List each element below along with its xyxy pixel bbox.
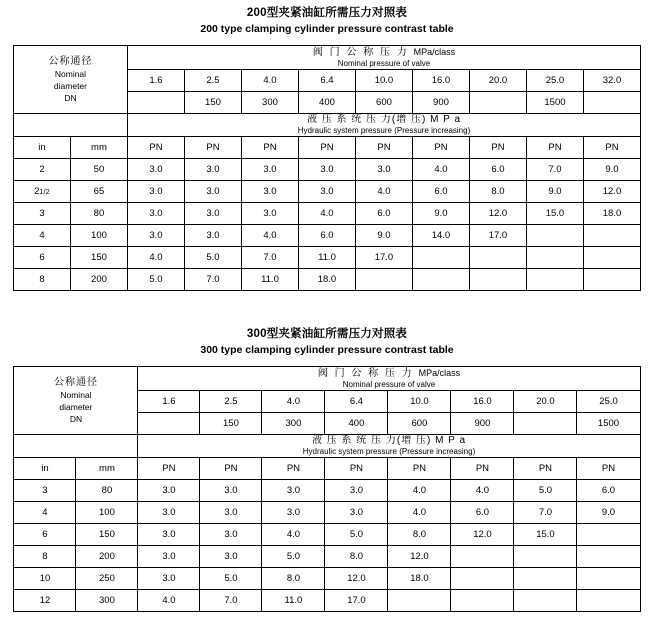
table-300-hydraulic-blank — [14, 435, 138, 458]
table-200-mpa-7: 25.0 — [526, 70, 583, 92]
table-300-r5-v1: 7.0 — [200, 590, 262, 612]
table-200-sub-1: mm — [70, 137, 127, 159]
table-300-r3-mm: 200 — [76, 546, 138, 568]
table-200-r1-v3: 3.0 — [298, 181, 355, 203]
table-200-r2-v2: 3.0 — [241, 203, 298, 225]
table-200-r3-v4: 9.0 — [355, 225, 412, 247]
table-300-r4-v1: 5.0 — [200, 568, 262, 590]
table-200-sub-5: PN — [298, 137, 355, 159]
table-300-mpa-4: 10.0 — [388, 391, 451, 413]
table-200-sub-9: PN — [526, 137, 583, 159]
table-300-r3-v3: 8.0 — [325, 546, 388, 568]
table-300-r5-v7 — [577, 590, 640, 612]
table-200-dn-header — [13, 46, 127, 114]
table-300-r0-v4: 4.0 — [388, 480, 451, 502]
table-200-mpa-4: 10.0 — [355, 70, 412, 92]
table-200-sub-3: PN — [184, 137, 241, 159]
table-300-r1-mm: 100 — [76, 502, 138, 524]
table-block-300 — [0, 327, 654, 612]
table-row — [14, 590, 640, 612]
table-row — [14, 480, 640, 502]
table-row — [14, 502, 640, 524]
table-200-r0-v7: 7.0 — [526, 159, 583, 181]
table-300-r4-mm: 250 — [76, 568, 138, 590]
table-300-class-2: 300 — [262, 413, 325, 435]
table-200-sub-0: in — [13, 137, 70, 159]
table-row — [14, 524, 640, 546]
table-200-r2-in: 3 — [13, 203, 70, 225]
table-300-r3-v6 — [514, 546, 577, 568]
table-200-r2-v5: 9.0 — [412, 203, 469, 225]
table-200-r3-v6: 17.0 — [469, 225, 526, 247]
table-200-r1-v7: 9.0 — [526, 181, 583, 203]
table-300-r0-v7: 6.0 — [577, 480, 640, 502]
table-300-r0-v0: 3.0 — [138, 480, 200, 502]
table-300-r4-v3: 12.0 — [325, 568, 388, 590]
table-300-r4-in: 10 — [14, 568, 76, 590]
table-200-class-0 — [127, 92, 184, 114]
table-200-r0-v3: 3.0 — [298, 159, 355, 181]
dn-header-en: Nominal — [60, 389, 92, 400]
table-300-sub-5: PN — [325, 458, 388, 480]
hydraulic-header-en: Hydraulic system pressure (Pressure increasing) — [297, 126, 471, 135]
table-200-r1-v2: 3.0 — [241, 181, 298, 203]
table-300-r5-in: 12 — [14, 590, 76, 612]
dn-header-zh: 公称通径 — [48, 55, 93, 67]
table-200-r1-v0: 3.0 — [127, 181, 184, 203]
table-300-r5-v5 — [451, 590, 514, 612]
table-200-r4-in: 6 — [13, 247, 70, 269]
table-200-class-6 — [469, 92, 526, 114]
table-300-r2-v2: 4.0 — [262, 524, 325, 546]
table-200-class-7: 1500 — [526, 92, 583, 114]
table-200-r1-v6: 8.0 — [469, 181, 526, 203]
table-300-r1-v2: 3.0 — [262, 502, 325, 524]
table-200-r4-v4: 17.0 — [355, 247, 412, 269]
table-200-r3-v5: 14.0 — [412, 225, 469, 247]
table-300-r0-v5: 4.0 — [451, 480, 514, 502]
table-300-r0-v1: 3.0 — [200, 480, 262, 502]
table-200-class-3: 400 — [298, 92, 355, 114]
table-300-r4-v2: 8.0 — [262, 568, 325, 590]
table-200-r1-mm: 65 — [70, 181, 127, 203]
table-200-r4-v7 — [526, 247, 583, 269]
pressure-table-300 — [13, 366, 640, 612]
table-200-r3-v2: 4.0 — [241, 225, 298, 247]
table-300-class-4: 600 — [388, 413, 451, 435]
table-300-r1-v0: 3.0 — [138, 502, 200, 524]
table-row — [13, 225, 640, 247]
table-200-r1-v1: 3.0 — [184, 181, 241, 203]
table-300-title-zh: 300型夹紧油缸所需压力对照表 — [246, 328, 408, 340]
table-200-sub-2: PN — [127, 137, 184, 159]
table-row — [14, 546, 640, 568]
table-200-hydraulic-row — [13, 114, 640, 137]
table-200-r0-v0: 3.0 — [127, 159, 184, 181]
valve-header-zh: 阀 门 公 称 压 力 — [312, 47, 409, 58]
table-200-r4-v0: 4.0 — [127, 247, 184, 269]
table-300-r4-v4: 18.0 — [388, 568, 451, 590]
table-300-r5-v6 — [514, 590, 577, 612]
table-200-title-zh: 200型夹紧油缸所需压力对照表 — [246, 7, 408, 19]
table-200-header-row-1 — [13, 46, 640, 70]
table-200-r0-v5: 4.0 — [412, 159, 469, 181]
table-200-r2-v1: 3.0 — [184, 203, 241, 225]
table-300-class-3: 400 — [325, 413, 388, 435]
table-200-r1-v4: 4.0 — [355, 181, 412, 203]
table-row — [13, 159, 640, 181]
table-300-r3-v7 — [577, 546, 640, 568]
table-300-class-1: 150 — [200, 413, 262, 435]
table-200-r2-v4: 6.0 — [355, 203, 412, 225]
table-300-r0-in: 3 — [14, 480, 76, 502]
table-300-r1-v3: 3.0 — [325, 502, 388, 524]
table-200-r5-v8 — [583, 269, 640, 291]
table-200-hydraulic-header — [127, 114, 640, 137]
table-300-r1-v5: 6.0 — [451, 502, 514, 524]
table-300-r1-v4: 4.0 — [388, 502, 451, 524]
table-200-sub-8: PN — [469, 137, 526, 159]
table-row — [13, 247, 640, 269]
table-200-r5-v3: 18.0 — [298, 269, 355, 291]
table-200-r2-v7: 15.0 — [526, 203, 583, 225]
table-200-r0-in: 2 — [13, 159, 70, 181]
table-200-sub-10: PN — [583, 137, 640, 159]
table-300-r2-v1: 3.0 — [200, 524, 262, 546]
table-200-r5-v5 — [412, 269, 469, 291]
table-row — [13, 203, 640, 225]
dn-header-dn: DN — [69, 413, 83, 424]
table-200-r2-v3: 4.0 — [298, 203, 355, 225]
table-300-hydraulic-header — [138, 435, 640, 458]
table-300-hydraulic-row — [14, 435, 640, 458]
table-200-sub-4: PN — [241, 137, 298, 159]
table-300-mpa-5: 16.0 — [451, 391, 514, 413]
table-200-class-5: 900 — [412, 92, 469, 114]
table-200-r3-in: 4 — [13, 225, 70, 247]
table-300-mpa-6: 20.0 — [514, 391, 577, 413]
table-300-class-0 — [138, 413, 200, 435]
table-200-sub-7: PN — [412, 137, 469, 159]
table-300-sub-8: PN — [514, 458, 577, 480]
table-200-sub-6: PN — [355, 137, 412, 159]
table-300-r2-v4: 8.0 — [388, 524, 451, 546]
valve-header-en: Nominal pressure of valve — [337, 59, 431, 68]
table-300-r5-v4 — [388, 590, 451, 612]
table-300-title-en: 300 type clamping cylinder pressure contrast table — [200, 344, 454, 356]
table-300-r0-v6: 5.0 — [514, 480, 577, 502]
table-300-sub-7: PN — [451, 458, 514, 480]
table-300-r2-v3: 5.0 — [325, 524, 388, 546]
table-200-r0-v6: 6.0 — [469, 159, 526, 181]
pressure-table-200 — [13, 45, 641, 291]
table-200-r5-v0: 5.0 — [127, 269, 184, 291]
table-300-r3-v4: 12.0 — [388, 546, 451, 568]
table-200-class-4: 600 — [355, 92, 412, 114]
table-300-mpa-2: 4.0 — [262, 391, 325, 413]
table-300-r2-v7 — [577, 524, 640, 546]
table-200-class-1: 150 — [184, 92, 241, 114]
table-200-r3-v3: 6.0 — [298, 225, 355, 247]
table-300-r2-in: 6 — [14, 524, 76, 546]
table-200-mpa-1: 2.5 — [184, 70, 241, 92]
table-200-r5-v6 — [469, 269, 526, 291]
dn-header-en: Nominal — [54, 68, 87, 79]
table-200-mpa-3: 6.4 — [298, 70, 355, 92]
table-200-r5-in: 8 — [13, 269, 70, 291]
table-300-r4-v7 — [577, 568, 640, 590]
table-300-sub-9: PN — [577, 458, 640, 480]
table-300-class-5: 900 — [451, 413, 514, 435]
hydraulic-header-zh: 液 压 系 统 压 力(增 压) M P a — [311, 435, 467, 446]
table-200-class-8 — [583, 92, 640, 114]
table-200-mpa-8: 32.0 — [583, 70, 640, 92]
table-200-r3-v1: 3.0 — [184, 225, 241, 247]
table-200-r4-v5 — [412, 247, 469, 269]
table-300-sub-2: PN — [138, 458, 200, 480]
table-300-r4-v6 — [514, 568, 577, 590]
table-200-r0-v8: 9.0 — [583, 159, 640, 181]
valve-header-en: Nominal pressure of valve — [342, 380, 436, 389]
table-200-r5-v1: 7.0 — [184, 269, 241, 291]
table-200-r3-mm: 100 — [70, 225, 127, 247]
table-200-r1-v8: 12.0 — [583, 181, 640, 203]
table-200-title-en: 200 type clamping cylinder pressure contrast table — [200, 23, 454, 35]
table-row — [14, 568, 640, 590]
table-300-dn-header — [14, 367, 138, 435]
table-300-r1-v6: 7.0 — [514, 502, 577, 524]
table-200-r4-v1: 5.0 — [184, 247, 241, 269]
table-row — [13, 269, 640, 291]
table-200-subheader-row — [13, 137, 640, 159]
table-300-r5-v3: 17.0 — [325, 590, 388, 612]
table-200-mpa-5: 16.0 — [412, 70, 469, 92]
table-200-mpa-0: 1.6 — [127, 70, 184, 92]
table-300-r3-v1: 3.0 — [200, 546, 262, 568]
table-200-r2-v0: 3.0 — [127, 203, 184, 225]
table-300-r1-v7: 9.0 — [577, 502, 640, 524]
table-300-subheader-row — [14, 458, 640, 480]
valve-header-unit: MPa/class — [418, 368, 461, 378]
table-300-r2-mm: 150 — [76, 524, 138, 546]
table-200-r2-v8: 18.0 — [583, 203, 640, 225]
table-300-r4-v0: 3.0 — [138, 568, 200, 590]
table-300-r5-v2: 11.0 — [262, 590, 325, 612]
table-300-r0-v2: 3.0 — [262, 480, 325, 502]
table-300-sub-4: PN — [262, 458, 325, 480]
table-300-r3-v2: 5.0 — [262, 546, 325, 568]
table-200-r0-v2: 3.0 — [241, 159, 298, 181]
table-300-mpa-3: 6.4 — [325, 391, 388, 413]
table-200-r4-v2: 7.0 — [241, 247, 298, 269]
table-300-r5-v0: 4.0 — [138, 590, 200, 612]
table-300-r2-v0: 3.0 — [138, 524, 200, 546]
table-200-class-2: 300 — [241, 92, 298, 114]
table-block-200 — [0, 6, 654, 291]
table-300-r4-v5 — [451, 568, 514, 590]
table-300-r5-mm: 300 — [76, 590, 138, 612]
table-200-r4-v6 — [469, 247, 526, 269]
dn-header-zh: 公称通径 — [53, 376, 98, 388]
table-200-hydraulic-blank — [13, 114, 127, 137]
table-row — [13, 181, 640, 203]
hydraulic-header-en: Hydraulic system pressure (Pressure increasing) — [302, 447, 476, 456]
table-200-r2-v6: 12.0 — [469, 203, 526, 225]
table-200-r4-v3: 11.0 — [298, 247, 355, 269]
valve-header-zh: 阀 门 公 称 压 力 — [317, 368, 414, 379]
table-200-r4-mm: 150 — [70, 247, 127, 269]
table-200-r5-v7 — [526, 269, 583, 291]
table-300-sub-1: mm — [76, 458, 138, 480]
table-300-sub-3: PN — [200, 458, 262, 480]
table-200-r1-in: 21/2 — [13, 181, 70, 203]
table-300-mpa-7: 25.0 — [577, 391, 640, 413]
table-200-r2-mm: 80 — [70, 203, 127, 225]
table-200-r0-v1: 3.0 — [184, 159, 241, 181]
table-200-r3-v0: 3.0 — [127, 225, 184, 247]
table-300-r2-v6: 15.0 — [514, 524, 577, 546]
table-300-mpa-0: 1.6 — [138, 391, 200, 413]
hydraulic-header-zh: 液 压 系 统 压 力(增 压) M P a — [306, 114, 462, 125]
table-300-r1-in: 4 — [14, 502, 76, 524]
table-200-r5-mm: 200 — [70, 269, 127, 291]
table-300-r0-v3: 3.0 — [325, 480, 388, 502]
table-200-r5-v4 — [355, 269, 412, 291]
table-200-mpa-6: 20.0 — [469, 70, 526, 92]
table-300-sub-6: PN — [388, 458, 451, 480]
table-200-r0-v4: 3.0 — [355, 159, 412, 181]
table-300-sub-0: in — [14, 458, 76, 480]
table-300-r0-mm: 80 — [76, 480, 138, 502]
table-200-r5-v2: 11.0 — [241, 269, 298, 291]
dn-header-en2: diameter — [59, 401, 93, 412]
table-200-valve-header — [127, 46, 640, 70]
table-300-r2-v5: 12.0 — [451, 524, 514, 546]
table-200-r4-v8 — [583, 247, 640, 269]
table-200-r0-mm: 50 — [70, 159, 127, 181]
dn-header-en2: diameter — [53, 80, 87, 91]
table-300-header-row-1 — [14, 367, 640, 391]
table-300-r3-v0: 3.0 — [138, 546, 200, 568]
table-300-r3-in: 8 — [14, 546, 76, 568]
table-200-r3-v8 — [583, 225, 640, 247]
section-spacer — [0, 291, 654, 327]
table-300-r1-v1: 3.0 — [200, 502, 262, 524]
valve-header-unit: MPa/class — [413, 47, 456, 57]
table-300-class-7: 1500 — [577, 413, 640, 435]
table-200-r3-v7 — [526, 225, 583, 247]
table-300-mpa-1: 2.5 — [200, 391, 262, 413]
table-300-class-6 — [514, 413, 577, 435]
dn-header-dn: DN — [64, 92, 77, 103]
table-300-r3-v5 — [451, 546, 514, 568]
table-300-valve-header — [138, 367, 640, 391]
table-200-r1-v5: 6.0 — [412, 181, 469, 203]
table-200-mpa-2: 4.0 — [241, 70, 298, 92]
